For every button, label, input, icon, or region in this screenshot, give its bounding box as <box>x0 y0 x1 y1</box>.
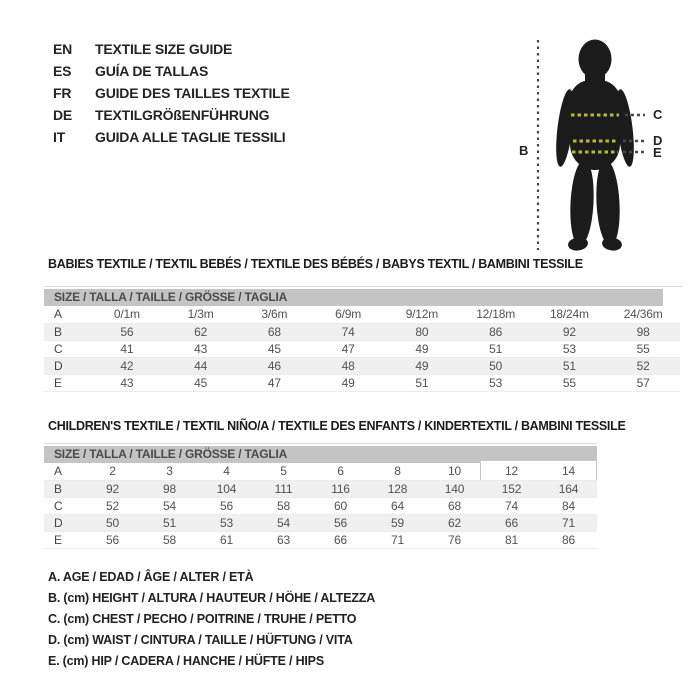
table-cell: 48 <box>341 358 355 373</box>
table-cell: 76 <box>448 532 461 547</box>
table-cell: 61 <box>220 532 233 547</box>
table-cell: 152 <box>501 481 522 496</box>
table-cell: 51 <box>562 358 576 373</box>
table-cell: 62 <box>448 515 461 530</box>
row-label: D <box>54 358 63 373</box>
table-cell: 53 <box>220 515 233 530</box>
table-cell: 41 <box>120 341 134 356</box>
table-cell: 53 <box>489 375 503 390</box>
legend-chest: C. (cm) CHEST / PECHO / POITRINE / TRUHE / PETTO <box>48 612 357 626</box>
table-cell: 66 <box>334 532 347 547</box>
table-cell: 42 <box>120 358 134 373</box>
table-cell: 53 <box>562 341 576 356</box>
table-cell: 49 <box>341 375 355 390</box>
table-row <box>44 374 680 391</box>
table-row <box>44 514 597 531</box>
babies-section-title: BABIES TEXTILE / TEXTIL BEBÉS / TEXTILE DES BÉBÉS / BABYS TEXTIL / BAMBINI TESSILE <box>48 257 583 271</box>
language-row-de <box>53 104 290 126</box>
row-label: A <box>54 464 62 479</box>
row-label: B <box>54 481 62 496</box>
babies-size-table-block <box>44 286 682 392</box>
table-cell: 4 <box>223 464 230 479</box>
label-height-b: B <box>519 143 529 158</box>
label-hip-e: E <box>653 145 662 160</box>
table-cell: 18/24m <box>549 307 589 322</box>
table-cell: 111 <box>274 481 293 496</box>
table-cell: 43 <box>194 341 208 356</box>
divider-line <box>44 443 597 444</box>
table-cell: 128 <box>387 481 408 496</box>
table-cell: 68 <box>267 324 281 339</box>
table-row <box>44 323 680 340</box>
label-chest-c: C <box>653 107 663 122</box>
table-cell: 50 <box>106 515 119 530</box>
legend-height: B. (cm) HEIGHT / ALTURA / HAUTEUR / HÖHE / ALTEZZA <box>48 591 376 605</box>
table-cell: 66 <box>505 515 518 530</box>
measurement-figure <box>515 28 685 258</box>
table-row <box>44 340 680 357</box>
table-cell: 10 <box>448 464 461 479</box>
table-cell: 50 <box>489 358 503 373</box>
row-label: B <box>54 324 62 339</box>
table-row <box>44 463 597 480</box>
table-cell: 9/12m <box>405 307 439 322</box>
table-cell: 80 <box>415 324 429 339</box>
table-cell: 55 <box>562 375 576 390</box>
table-cell: 51 <box>415 375 429 390</box>
table-cell: 54 <box>277 515 290 530</box>
language-row-es <box>53 60 290 82</box>
children-size-table <box>44 463 597 549</box>
table-cell: 140 <box>444 481 465 496</box>
table-row <box>44 531 597 548</box>
language-code: DE <box>53 107 73 123</box>
language-code: IT <box>53 129 66 145</box>
table-cell: 63 <box>277 532 290 547</box>
table-cell: 81 <box>505 532 518 547</box>
table-cell: 55 <box>636 341 650 356</box>
table-cell: 164 <box>558 481 579 496</box>
table-cell: 116 <box>331 481 350 496</box>
table-cell: 49 <box>415 341 429 356</box>
table-cell: 56 <box>106 532 119 547</box>
table-cell: 56 <box>120 324 134 339</box>
language-row-fr <box>53 82 290 104</box>
children-size-table-block <box>44 443 597 549</box>
table-cell: 49 <box>415 358 429 373</box>
table-cell: 74 <box>505 498 518 513</box>
children-section-title: CHILDREN'S TEXTILE / TEXTIL NIÑO/A / TEXTILE DES ENFANTS / KINDERTEXTIL / BAMBINI TESSILE <box>48 419 626 433</box>
table-cell: 43 <box>120 375 134 390</box>
table-cell: 51 <box>163 515 176 530</box>
row-label: E <box>54 532 62 547</box>
language-title: TEXTILGRÖßENFÜHRUNG <box>95 107 270 123</box>
table-cell: 51 <box>489 341 503 356</box>
table-cell: 12/18m <box>476 307 516 322</box>
legend-age: A. AGE / EDAD / ÂGE / ALTER / ETÀ <box>48 570 254 584</box>
row-label: A <box>54 307 62 322</box>
table-cell: 86 <box>489 324 503 339</box>
table-cell: 60 <box>334 498 347 513</box>
table-cell: 54 <box>163 498 176 513</box>
table-cell: 24/36m <box>623 307 663 322</box>
table-cell: 6/9m <box>335 307 362 322</box>
row-label: D <box>54 515 63 530</box>
table-cell: 52 <box>636 358 650 373</box>
babies-size-table <box>44 306 680 392</box>
measurement-legend <box>48 567 375 672</box>
table-cell: 59 <box>391 515 404 530</box>
table-cell: 58 <box>163 532 176 547</box>
table-cell: 71 <box>391 532 404 547</box>
table-cell: 8 <box>394 464 401 479</box>
table-cell: 68 <box>448 498 461 513</box>
table-cell: 47 <box>341 341 355 356</box>
row-label: C <box>54 341 63 356</box>
legend-hip: E. (cm) HIP / CADERA / HANCHE / HÜFTE / HIPS <box>48 654 324 668</box>
row-label: C <box>54 498 63 513</box>
table-cell: 14 <box>562 464 575 479</box>
table-cell: 86 <box>562 532 575 547</box>
table-cell: 2 <box>109 464 116 479</box>
babies-size-header-bar: SIZE / TALLA / TAILLE / GRÖSSE / TAGLIA <box>44 289 663 306</box>
children-size-header-bar: SIZE / TALLA / TAILLE / GRÖSSE / TAGLIA <box>44 446 597 463</box>
language-title: GUÍA DE TALLAS <box>95 63 209 79</box>
divider-line <box>44 286 682 287</box>
table-cell: 98 <box>636 324 650 339</box>
language-title: TEXTILE SIZE GUIDE <box>95 41 233 57</box>
table-cell: 12 <box>505 464 518 479</box>
table-cell: 44 <box>194 358 208 373</box>
table-cell: 3/6m <box>261 307 288 322</box>
table-cell: 84 <box>562 498 575 513</box>
table-cell: 98 <box>163 481 176 496</box>
table-cell: 46 <box>267 358 281 373</box>
table-cell: 74 <box>341 324 355 339</box>
language-row-en <box>53 38 290 60</box>
table-cell: 45 <box>267 341 281 356</box>
table-cell: 62 <box>194 324 208 339</box>
table-cell: 1/3m <box>187 307 214 322</box>
table-cell: 45 <box>194 375 208 390</box>
table-cell: 0/1m <box>113 307 140 322</box>
table-cell: 64 <box>391 498 404 513</box>
table-row <box>44 480 597 497</box>
table-row <box>44 306 680 323</box>
label-waist-d: D <box>653 133 663 148</box>
table-cell: 71 <box>562 515 575 530</box>
language-list <box>53 38 290 148</box>
language-title: GUIDA ALLE TAGLIE TESSILI <box>95 129 286 145</box>
language-code: ES <box>53 63 72 79</box>
language-code: FR <box>53 85 72 101</box>
table-cell: 5 <box>280 464 287 479</box>
legend-waist: D. (cm) WAIST / CINTURA / TAILLE / HÜFTUNG / VITA <box>48 633 353 647</box>
table-cell: 56 <box>220 498 233 513</box>
table-cell: 56 <box>334 515 347 530</box>
language-title: GUIDE DES TAILLES TEXTILE <box>95 85 290 101</box>
table-cell: 92 <box>562 324 576 339</box>
table-cell: 52 <box>106 498 119 513</box>
table-row <box>44 357 680 374</box>
row-label: E <box>54 375 62 390</box>
table-cell: 6 <box>337 464 344 479</box>
table-cell: 3 <box>166 464 173 479</box>
language-code: EN <box>53 41 73 57</box>
table-row <box>44 497 597 514</box>
language-row-it <box>53 126 290 148</box>
table-cell: 92 <box>106 481 119 496</box>
table-cell: 104 <box>216 481 237 496</box>
table-cell: 58 <box>277 498 290 513</box>
table-cell: 47 <box>267 375 281 390</box>
table-cell: 57 <box>636 375 650 390</box>
